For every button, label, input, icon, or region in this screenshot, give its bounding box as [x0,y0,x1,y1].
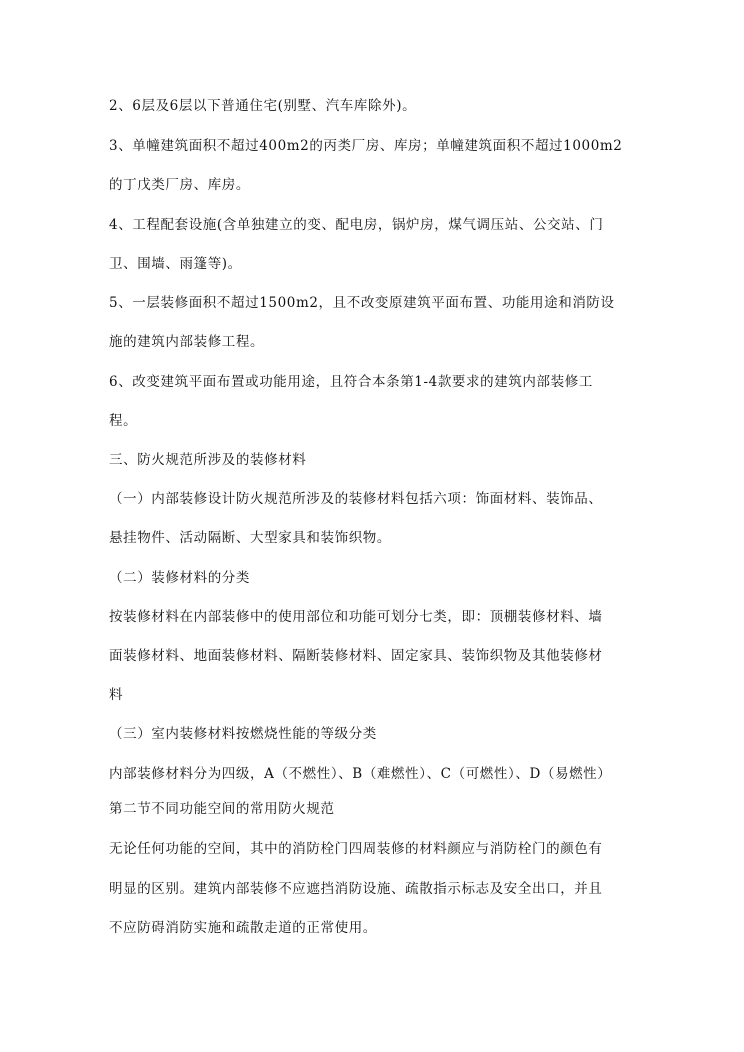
text-line: 2、6层及6层以下普通住宅(别墅、汽车库除外)。 [109,98,417,114]
text-line: 悬挂物件、活动隔断、大型家具和装饰织物。 [109,530,391,546]
text-line: 程。 [109,413,138,429]
text-line: （一）内部装修设计防火规范所涉及的装修材料包括六项：饰面材料、装饰品、 [109,491,603,507]
text-line: 料 [109,687,124,703]
text-line: 卫、围墙、雨篷等)。 [109,256,242,272]
subsection-heading: （三）室内装修材料按燃烧性能的等级分类 [109,726,377,742]
text-line: 4、工程配套设施(含单独建立的变、配电房，锅炉房，煤气调压站、公交站、门 [109,217,604,233]
text-line: 明显的区别。建筑内部装修不应遮挡消防设施、疏散指示标志及安全出口，并且 [109,881,603,897]
text-line: 施的建筑内部装修工程。 [109,334,265,350]
text-line: 5、一层装修面积不超过1500m2，且不改变原建筑平面布置、功能用途和消防设 [109,295,615,311]
subsection-heading: （二）装修材料的分类 [109,570,250,586]
text-line: 不应防碍消防实施和疏散走道的正常使用。 [109,920,377,936]
text-line: 按装修材料在内部装修中的使用部位和功能可划分七类，即：顶棚装修材料、墙 [109,609,603,625]
text-line: 内部装修材料分为四级，A（不燃性）、B（难燃性）、C（可燃性）、D（易燃性） [109,766,612,782]
text-line: 6、改变建筑平面布置或功能用途，且符合本条第1-4款要求的建筑内部装修工 [109,374,593,390]
text-line: 无论任何功能的空间，其中的消防栓门四周装修的材料颜应与消防栓门的颜色有 [109,841,603,857]
section-heading: 三、防火规范所涉及的装修材料 [109,452,307,468]
text-line: 面装修材料、地面装修材料、隔断装修材料、固定家具、装饰织物及其他装修材 [109,648,603,664]
section-heading: 第二节不同功能空间的常用防火规范 [109,801,335,817]
text-line: 的丁戊类厂房、库房。 [109,177,250,193]
text-line: 3、单幢建筑面积不超过400m2的丙类厂房、库房；单幢建筑面积不超过1000m2 [109,138,623,154]
